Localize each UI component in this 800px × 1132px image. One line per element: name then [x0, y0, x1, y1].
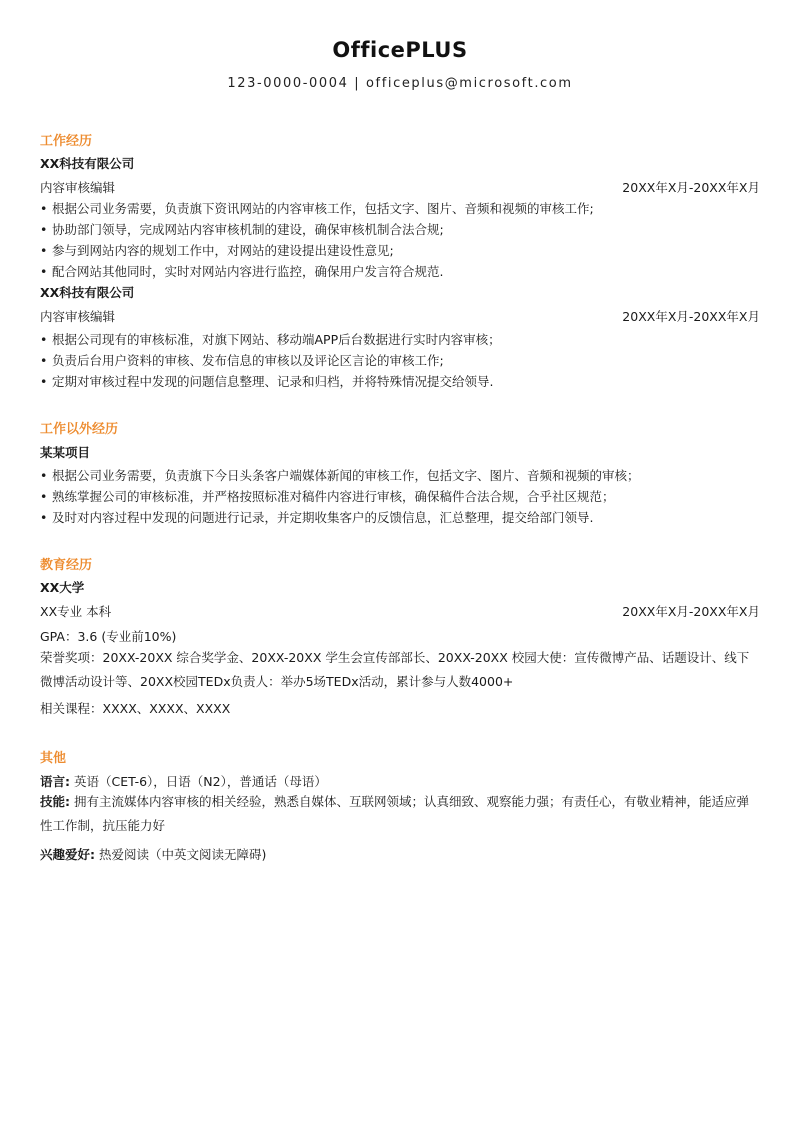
job-role: 内容审核编辑: [40, 309, 116, 324]
skills-label: 技能:: [40, 794, 70, 809]
bullet-item: • 定期对审核过程中发现的问题信息整理、记录和归档，并将特殊情况提交给领导.: [40, 374, 494, 389]
company-name: XX科技有限公司: [40, 156, 135, 171]
honors: 荣誉奖项：20XX-20XX 综合奖学金、20XX-20XX 学生会宣传部部长、20XX-20XX 校园大使：宣传微博产品、话题设计、线下微博活动设计等、20XX校园TEDx负责人：举办5场TEDx活动，累计参与人数4000+: [40, 650, 750, 689]
bullet-item: • 参与到网站内容的规划工作中，对网站的建设提出建设性意见;: [40, 243, 394, 258]
bullet-item: • 配合网站其他同时，实时对网站内容进行监控，确保用户发言符合规范.: [40, 264, 444, 279]
gpa: GPA：3.6 (专业前10%): [40, 629, 177, 644]
section-title-extra: 工作以外经历: [40, 422, 119, 437]
language-value: 英语（CET-6），日语（N2），普通话（母语）: [70, 774, 327, 789]
bullet-item: • 负责后台用户资料的审核、发布信息的审核以及评论区言论的审核工作;: [40, 353, 444, 368]
section-title-other: 其他: [40, 751, 67, 766]
skills-value: 拥有主流媒体内容审核的相关经验，熟悉自媒体、互联网领域；认真细致、观察能力强；有责任心，有敬业精神，能适应弹性工作制，抗压能力好: [40, 794, 749, 833]
section-title-education: 教育经历: [40, 558, 93, 573]
skills-line: [40, 790, 760, 838]
job-role: 内容审核编辑: [40, 180, 116, 195]
bullet-item: • 熟练掌握公司的审核标准，并严格按照标准对稿件内容进行审核，确保稿件合法合规，合乎社区规范；: [40, 489, 615, 504]
job-row: [40, 178, 760, 196]
bullet-item: • 根据公司现有的审核标准，对旗下网站、移动端APP后台数据进行实时内容审核；: [40, 332, 501, 347]
hobby-label: 兴趣爱好:: [40, 847, 95, 862]
bullet-item: • 及时对内容过程中发现的问题进行记录，并定期收集客户的反馈信息，汇总整理，提交给部门领导.: [40, 510, 594, 525]
hobby-line: [40, 845, 266, 863]
bullet-item: • 根据公司业务需要，负责旗下资讯网站的内容审核工作，包括文字、图片、音频和视频的审核工作;: [40, 201, 594, 216]
project-name: 某某项目: [40, 445, 91, 460]
candidate-name: OfficePLUS: [332, 38, 468, 62]
education-date: 20XX年X月-20XX年X月: [622, 604, 760, 619]
job-date: 20XX年X月-20XX年X月: [622, 180, 760, 195]
job-row: [40, 307, 760, 325]
education-row: [40, 602, 760, 620]
bullet-item: • 协助部门领导，完成网站内容审核机制的建设，确保审核机制合法合规;: [40, 222, 444, 237]
bullet-item: • 根据公司业务需要，负责旗下今日头条客户端媒体新闻的审核工作，包括文字、图片、音频和视频的审核；: [40, 468, 640, 483]
company-name: XX科技有限公司: [40, 285, 135, 300]
section-title-work: 工作经历: [40, 134, 93, 149]
language-line: [40, 772, 327, 790]
major: XX专业 本科: [40, 604, 112, 619]
contact-line: 123-0000-0004 | officeplus@microsoft.com: [227, 76, 573, 91]
language-label: 语言:: [40, 774, 70, 789]
job-date: 20XX年X月-20XX年X月: [622, 309, 760, 324]
school-name: XX大学: [40, 580, 85, 595]
courses: 相关课程：XXXX、XXXX、XXXX: [40, 701, 231, 716]
hobby-value: 热爱阅读（中英文阅读无障碍): [95, 847, 267, 862]
